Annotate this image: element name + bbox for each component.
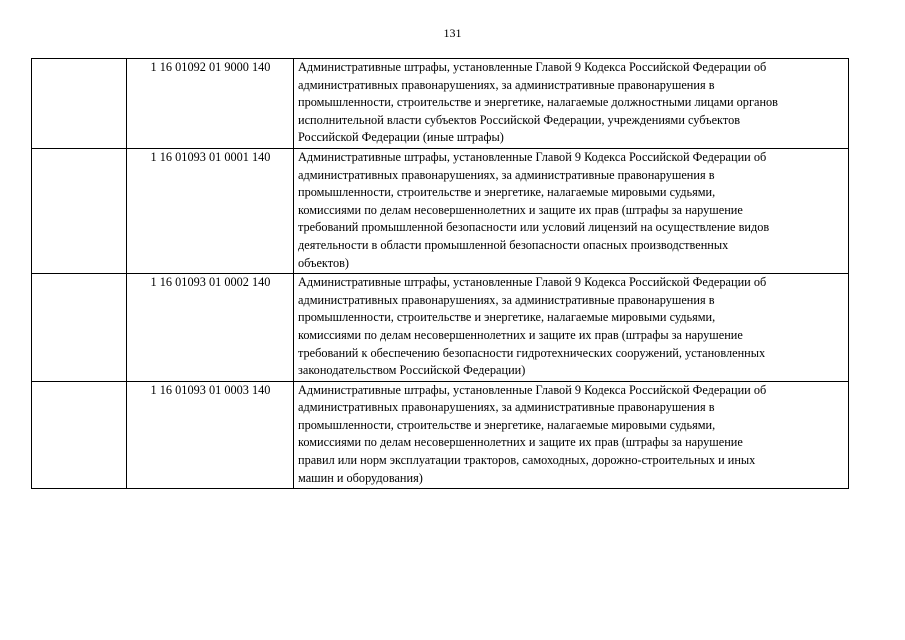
- description-line: объектов): [298, 255, 349, 270]
- admin-code-cell: [32, 59, 127, 149]
- description-line: машин и оборудования): [298, 470, 423, 485]
- description-line: промышленности, строительстве и энергетике, налагаемые мировыми судьями,: [298, 417, 716, 432]
- description-line: комиссиями по делам несовершеннолетних и защите их прав (штрафы за нарушение: [298, 327, 743, 342]
- description-line: административных правонарушениях, за административные правонарушения в: [298, 400, 715, 415]
- budget-classification-code: 1 16 01093 01 0001 140: [127, 148, 294, 273]
- table-body: [32, 59, 849, 489]
- table-row: [32, 274, 849, 382]
- description-line: комиссиями по делам несовершеннолетних и защите их прав (штрафы за нарушение: [298, 202, 743, 217]
- description-line: Административные штрафы, установленные Главой 9 Кодекса Российской Федерации об: [298, 382, 767, 397]
- description-line: Административные штрафы, установленные Главой 9 Кодекса Российской Федерации об: [298, 275, 767, 290]
- description-line: административных правонарушениях, за административные правонарушения в: [298, 167, 715, 182]
- description-line: исполнительной власти субъектов Российской Федерации, учреждениями субъектов: [298, 112, 741, 127]
- budget-codes-table: [31, 58, 849, 489]
- code-description: [294, 381, 849, 489]
- budget-classification-code: 1 16 01092 01 9000 140: [127, 59, 294, 149]
- description-line: административных правонарушениях, за административные правонарушения в: [298, 77, 715, 92]
- table-row: [32, 148, 849, 273]
- description-line: промышленности, строительстве и энергетике, налагаемые мировыми судьями,: [298, 185, 716, 200]
- description-line: законодательством Российской Федерации): [298, 363, 526, 378]
- description-line: промышленности, строительстве и энергетике, налагаемые мировыми судьями,: [298, 310, 716, 325]
- admin-code-cell: [32, 148, 127, 273]
- table-row: [32, 381, 849, 489]
- description-line: административных правонарушениях, за административные правонарушения в: [298, 292, 715, 307]
- admin-code-cell: [32, 381, 127, 489]
- admin-code-cell: [32, 274, 127, 382]
- description-line: Российской Федерации (иные штрафы): [298, 130, 504, 145]
- budget-classification-code: 1 16 01093 01 0002 140: [127, 274, 294, 382]
- budget-classification-code: 1 16 01093 01 0003 140: [127, 381, 294, 489]
- page-number: 131: [443, 26, 462, 40]
- description-line: промышленности, строительстве и энергетике, налагаемые должностными лицами органов: [298, 95, 778, 110]
- description-line: Административные штрафы, установленные Главой 9 Кодекса Российской Федерации об: [298, 149, 767, 164]
- description-line: Административные штрафы, установленные Главой 9 Кодекса Российской Федерации об: [298, 60, 767, 74]
- description-line: комиссиями по делам несовершеннолетних и защите их прав (штрафы за нарушение: [298, 435, 743, 450]
- code-description: [294, 148, 849, 273]
- table-row: [32, 59, 849, 149]
- code-description: [294, 274, 849, 382]
- code-description: [294, 59, 849, 149]
- description-line: деятельности в области промышленной безопасности опасных производственных: [298, 237, 729, 252]
- description-line: требований промышленной безопасности или условий лицензий на осуществление видов: [298, 220, 770, 235]
- description-line: требований к обеспечению безопасности гидротехнических сооружений, установленных: [298, 345, 766, 360]
- description-line: правил или норм эксплуатации тракторов, самоходных, дорожно-строительных и иных: [298, 453, 756, 468]
